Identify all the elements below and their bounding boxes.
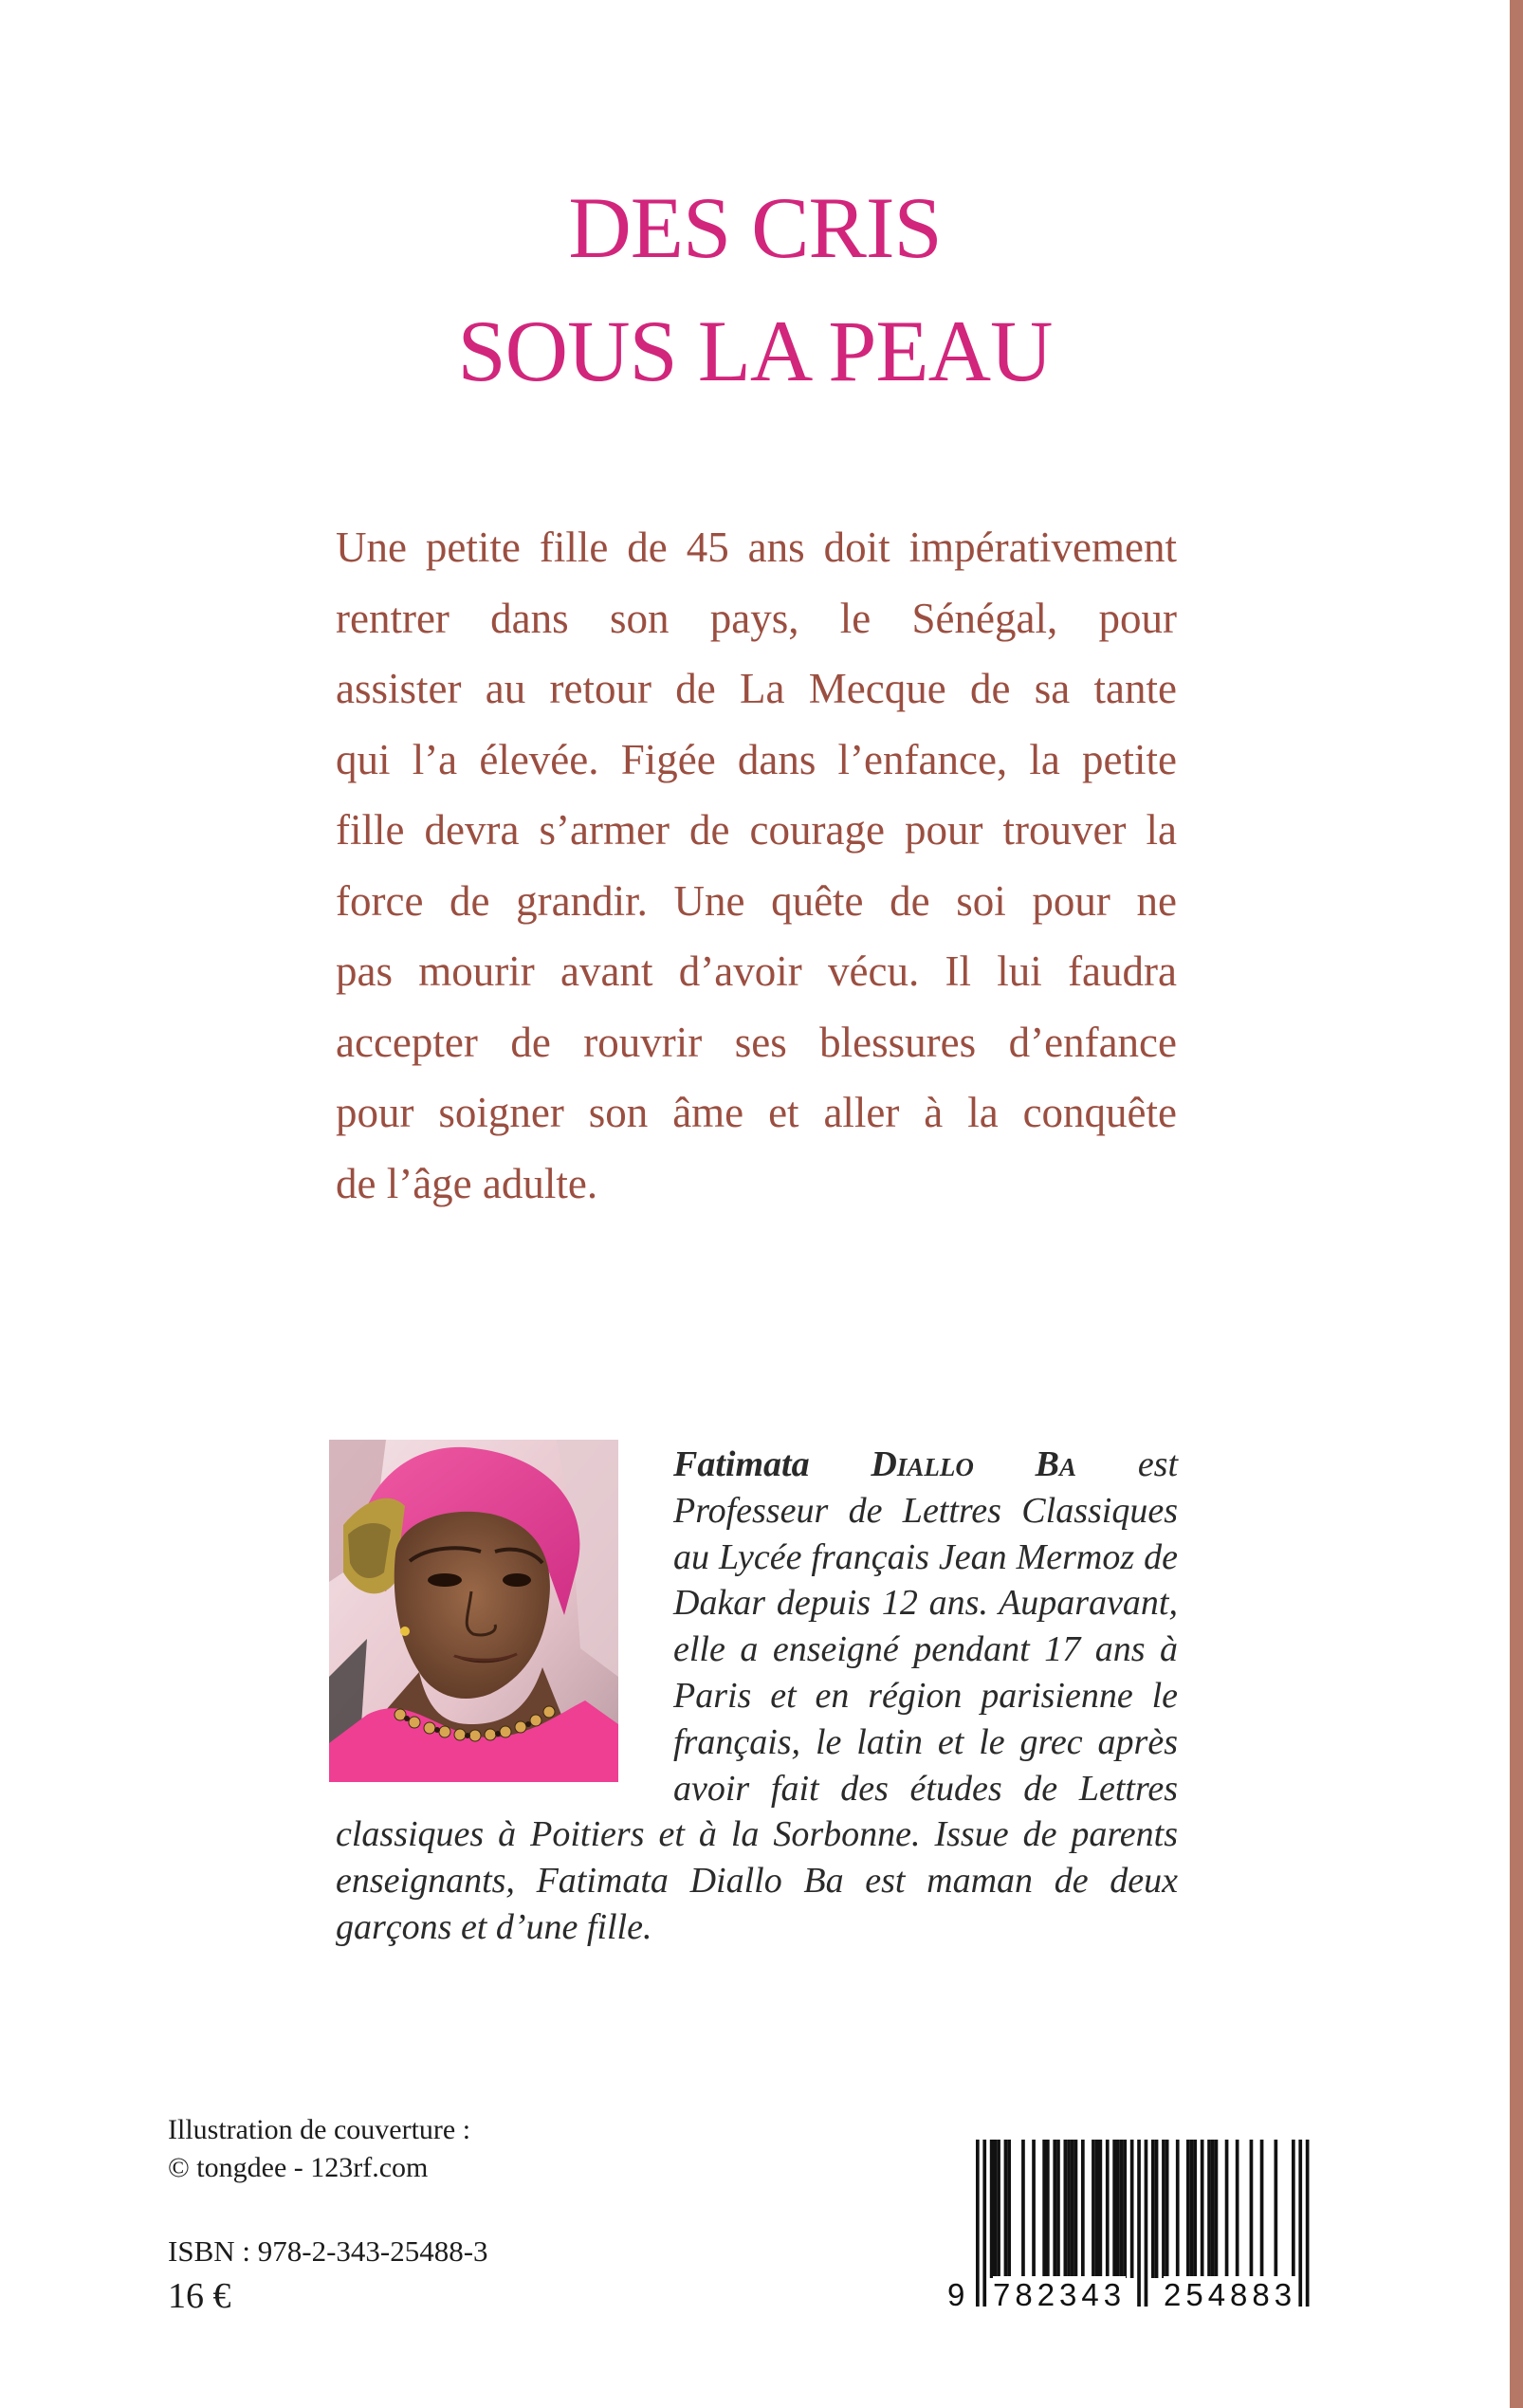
barcode-bar <box>1116 2140 1120 2278</box>
price: 16 € <box>168 2276 231 2316</box>
bio-text: est <box>1137 1444 1179 1484</box>
barcode-bar <box>1081 2140 1085 2278</box>
bio-line-with-author-name <box>673 1442 1178 1488</box>
barcode-bar <box>1053 2140 1056 2278</box>
barcode-digits <box>947 2276 1330 2314</box>
barcode-bar <box>997 2140 1000 2278</box>
barcode-bar <box>1120 2140 1124 2278</box>
barcode-bar <box>994 2140 998 2278</box>
barcode-bar <box>1099 2140 1103 2278</box>
credits-line-1: Illustration de couverture : <box>168 2114 471 2145</box>
barcode-digit-group-2: 254883 <box>1164 2277 1297 2312</box>
spine-edge <box>1510 0 1523 2408</box>
book-title-line-2: SOUS LA PEAU <box>457 303 1053 399</box>
bio-line: au Lycée français Jean Mermoz de <box>673 1536 1178 1577</box>
isbn: ISBN : 978-2-343-25488-3 <box>168 2234 488 2268</box>
barcode-bar <box>1201 2140 1204 2278</box>
barcode-bar <box>1193 2140 1197 2278</box>
barcode-bar <box>1067 2140 1071 2278</box>
barcode-bar <box>1092 2140 1095 2278</box>
barcode-bar <box>1064 2140 1068 2278</box>
barcode-bar <box>1260 2140 1264 2278</box>
blurb-line: pour soigner son âme et aller à la conquête <box>336 1089 1177 1136</box>
barcode-bar <box>1071 2140 1074 2278</box>
barcode-bar <box>1250 2140 1254 2278</box>
barcode-bar <box>1004 2140 1008 2278</box>
barcode-bar <box>1112 2140 1116 2278</box>
barcode-bar <box>1046 2140 1050 2278</box>
cover-credits <box>168 2111 470 2187</box>
bio-line: Paris et en région parisienne le <box>673 1675 1178 1716</box>
barcode-bar <box>990 2140 994 2278</box>
barcode-bar <box>1021 2140 1025 2278</box>
bio-line: Professeur de Lettres Classiques <box>673 1490 1178 1531</box>
barcode-bar <box>1042 2140 1046 2278</box>
blurb-line: force de grandir. Une quête de soi pour ne <box>336 876 1177 925</box>
barcode-bar <box>1176 2140 1180 2278</box>
barcode-bar <box>1225 2140 1229 2278</box>
barcode-digit-group-1: 782343 <box>993 2277 1127 2312</box>
barcode-bar <box>1190 2140 1194 2278</box>
barcode-bar <box>1074 2140 1078 2278</box>
bio-line: elle a enseigné pendant 17 ans à <box>673 1629 1178 1670</box>
book-title-line-1: DES CRIS <box>568 179 942 276</box>
barcode-digit-first: 9 <box>947 2277 965 2312</box>
bio-line: Dakar depuis 12 ans. Auparavant, <box>673 1583 1178 1624</box>
barcode-bar <box>1151 2140 1155 2278</box>
bio-line: enseignants, Fatimata Diallo Ba est maman de deux <box>336 1861 1178 1902</box>
bio-line: français, le latin et le grec après <box>673 1721 1178 1762</box>
barcode-bar <box>1292 2140 1295 2278</box>
barcode-bar <box>1095 2140 1099 2278</box>
blurb-line: assister au retour de La Mecque de sa tante <box>336 665 1177 712</box>
author-last-name: Diallo Ba <box>871 1444 1076 1484</box>
blurb-line: de l’âge adulte. <box>336 1159 598 1207</box>
back-cover-blurb <box>336 512 1177 1219</box>
blurb-line: qui l’a élevée. Figée dans l’enfance, la petite <box>336 735 1177 783</box>
blurb-line: accepter de rouvrir ses blessures d’enfance <box>336 1018 1177 1066</box>
barcode-bar <box>1106 2140 1110 2278</box>
credits-line-2: © tongdee - 123rf.com <box>168 2152 429 2183</box>
barcode-bar <box>1186 2140 1190 2278</box>
barcode-bar <box>1211 2140 1215 2278</box>
author-bio <box>336 1442 1178 1951</box>
blurb-line: rentrer dans son pays, le Sénégal, pour <box>336 594 1177 642</box>
blurb-line: pas mourir avant d’avoir vécu. Il lui faudra <box>336 947 1177 995</box>
blurb-line: fille devra s’armer de courage pour trouver la <box>336 806 1177 854</box>
bio-line: classiques à Poitiers et à la Sorbonne. Issue de parents <box>336 1814 1178 1855</box>
blurb-line: Une petite fille de 45 ans doit impérativement <box>336 524 1177 571</box>
barcode-bar <box>1215 2140 1219 2278</box>
barcode-bar <box>1162 2140 1165 2278</box>
bio-line: avoir fait des études de Lettres <box>673 1768 1178 1809</box>
barcode-bar <box>1056 2140 1060 2278</box>
barcode-bar <box>1275 2140 1278 2278</box>
barcode-bar <box>1165 2140 1169 2278</box>
book-title <box>0 166 1510 413</box>
barcode-bar <box>1207 2140 1211 2278</box>
author-first-name: Fatimata <box>673 1444 810 1484</box>
barcode-bar <box>1130 2140 1134 2278</box>
barcode-bar <box>1123 2140 1127 2278</box>
barcode-bar <box>1007 2140 1011 2278</box>
barcode-bar <box>1236 2140 1239 2278</box>
barcode-bar <box>1155 2140 1159 2278</box>
bio-line: garçons et d’une fille. <box>336 1906 652 1947</box>
author-name <box>673 1444 1076 1484</box>
barcode-bar <box>1032 2140 1036 2278</box>
